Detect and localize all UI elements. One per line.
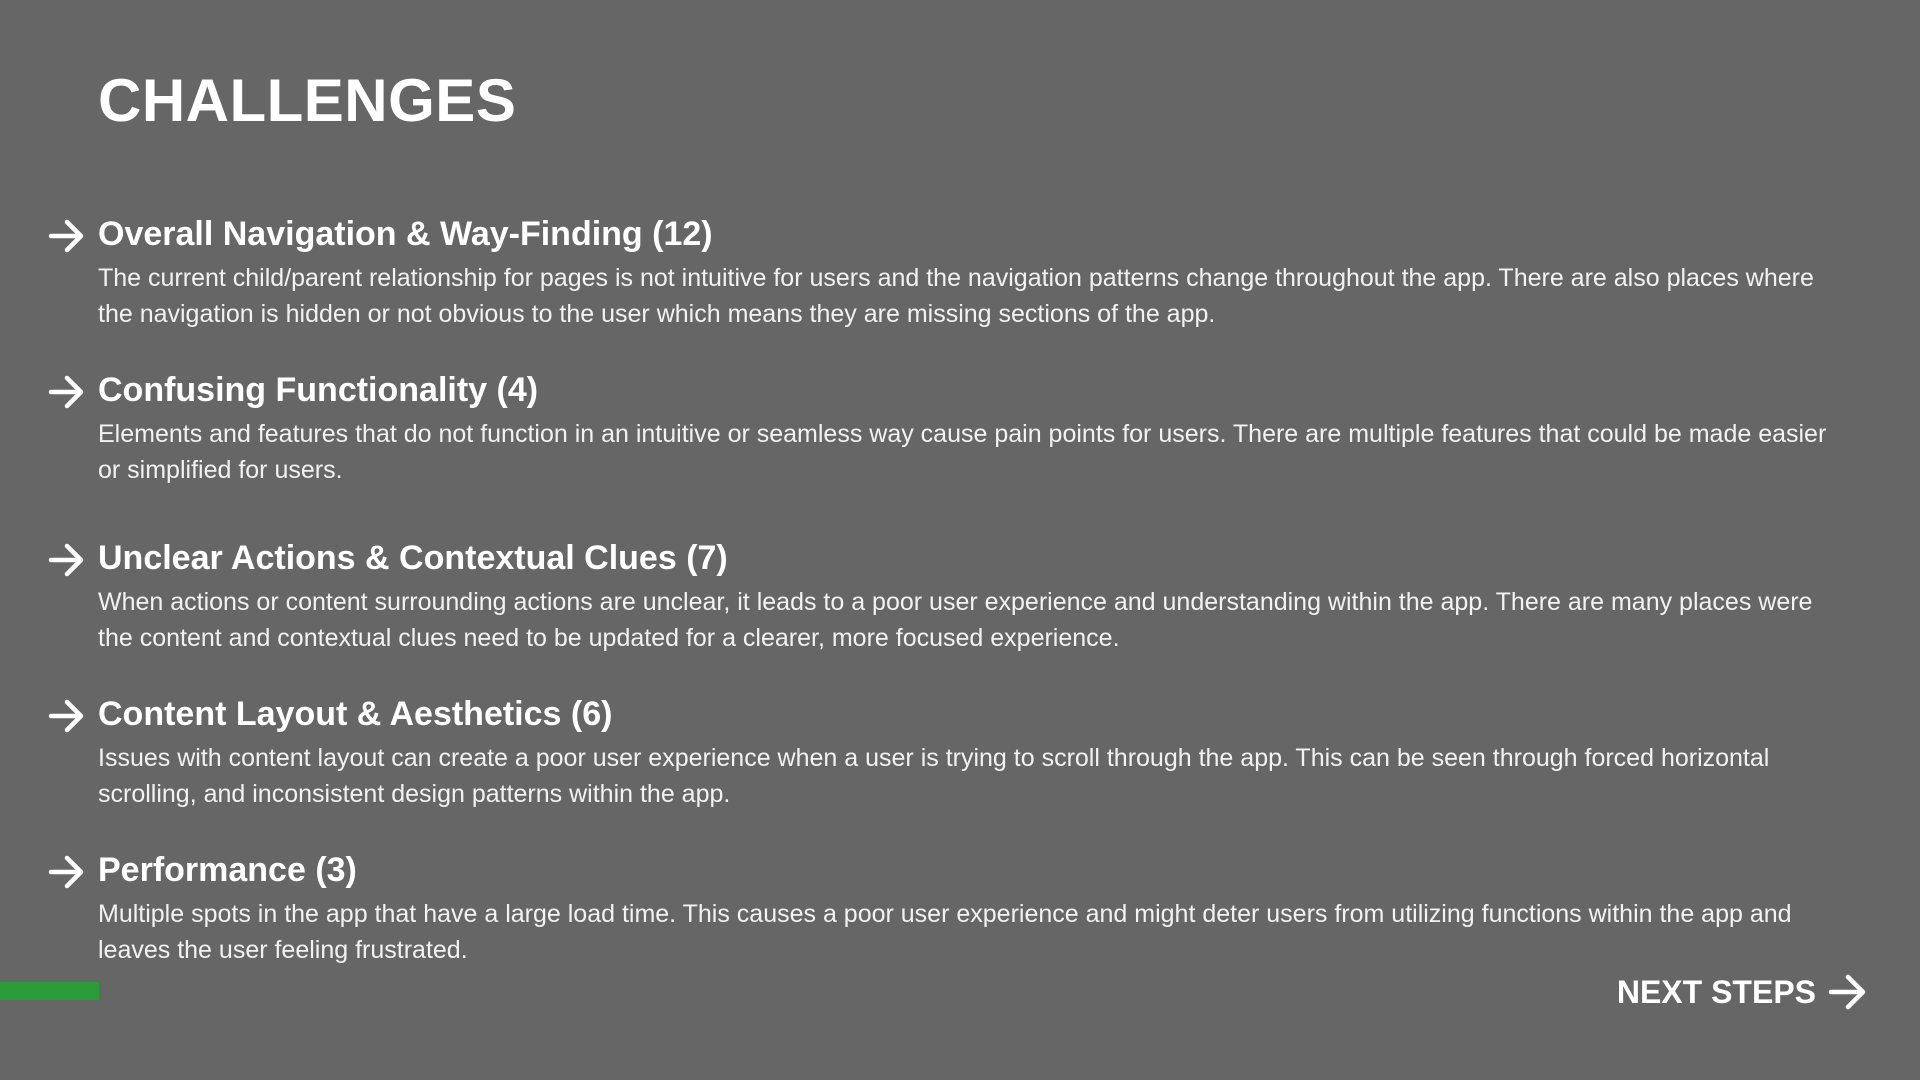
- item-heading: Overall Navigation & Way-Finding (12): [98, 215, 713, 253]
- item-description: When actions or content surrounding actions are unclear, it leads to a poor user experience and understanding within the app. There are many places were the content and contextual clues need to be updated for a clearer, more focused experience.: [98, 588, 1813, 652]
- item-description: Elements and features that do not function in an intuitive or seamless way cause pain points for users. There are multiple features that could be made easier or simplified for users.: [98, 420, 1827, 484]
- page-title: CHALLENGES: [98, 67, 517, 134]
- item-heading: Confusing Functionality (4): [98, 371, 539, 409]
- arrow-right-icon: [48, 698, 86, 734]
- next-steps-label: NEXT STEPS: [1616, 973, 1816, 1010]
- item-description: Multiple spots in the app that have a large load time. This causes a poor user experience and might deter users from utilizing functions within the app and leaves the user feeling frustrated.: [98, 900, 1792, 964]
- item-description: The current child/parent relationship for pages is not intuitive for users and the navigation patterns change throughout the app. There are also places where the navigation is hidden or not obvious to the user which means they are missing sections of the app.: [98, 264, 1814, 328]
- accent-bar: [0, 982, 99, 1000]
- arrow-right-icon: [48, 854, 86, 890]
- item-heading: Performance (3): [98, 851, 357, 889]
- next-steps-link[interactable]: [1617, 970, 1868, 1014]
- arrow-right-icon: [1828, 973, 1868, 1011]
- item-description: Issues with content layout can create a poor user experience when a user is trying to scroll through the app. This can be seen through forced horizontal scrolling, and inconsistent design patterns within the app.: [98, 744, 1770, 808]
- item-heading: Content Layout & Aesthetics (6): [98, 695, 613, 733]
- item-heading: Unclear Actions & Contextual Clues (7): [98, 539, 728, 577]
- arrow-right-icon: [48, 218, 86, 254]
- arrow-right-icon: [48, 374, 86, 410]
- arrow-right-icon: [48, 542, 86, 578]
